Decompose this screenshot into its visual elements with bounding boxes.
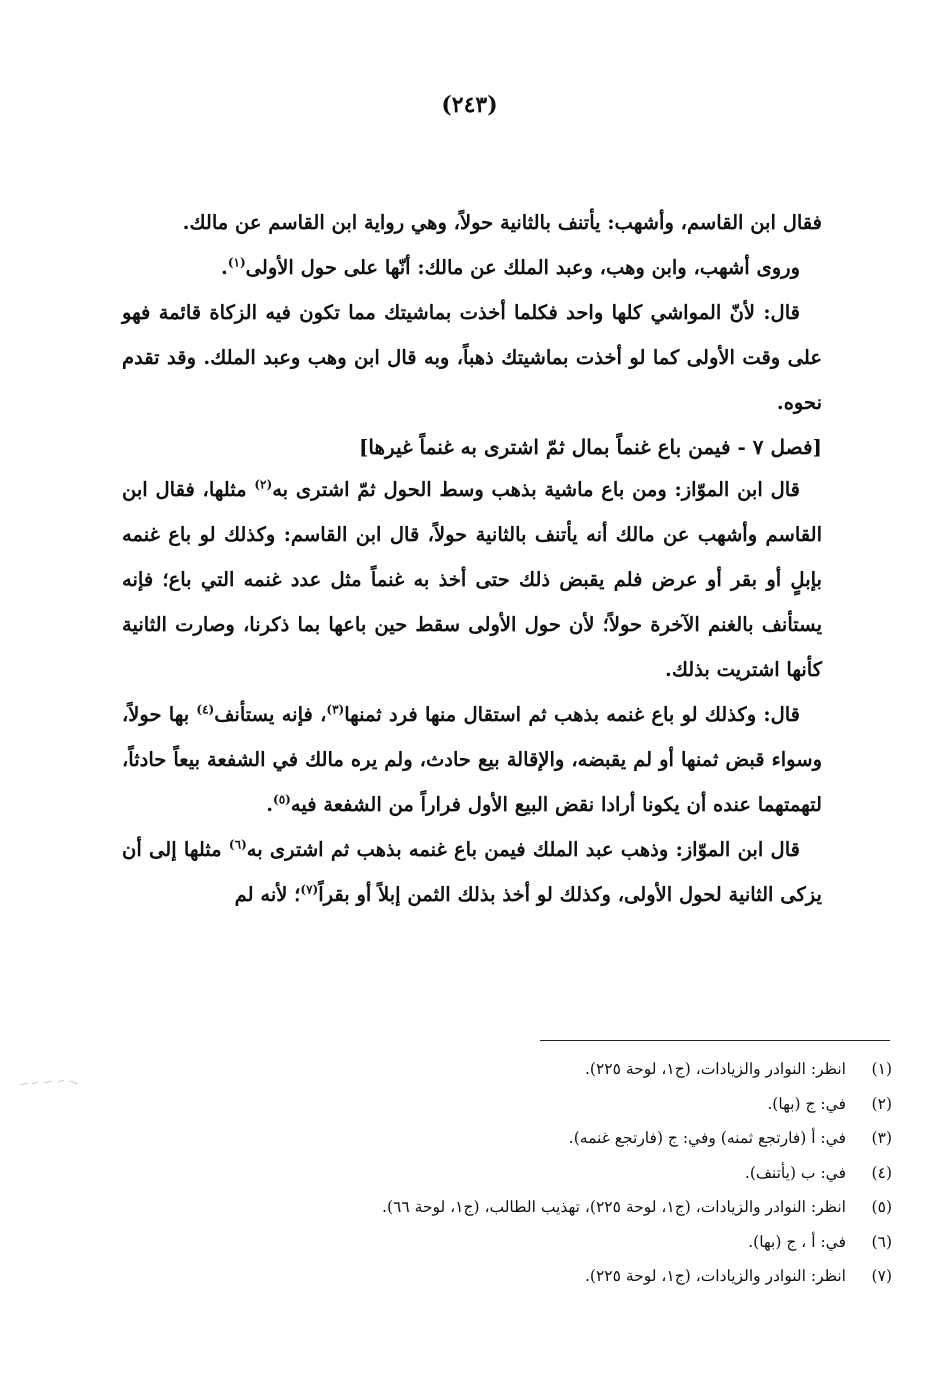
- page-number: (٢٤٣): [441, 92, 498, 118]
- footnote-text: في: أ (فارتجع ثمنه) وفي: ج (فارتجع غنمه).: [568, 1129, 846, 1147]
- footnote-ref-2: (٢): [254, 477, 273, 492]
- section-paragraph-3: [122, 827, 822, 917]
- section-paragraph-3-part-1: قال ابن الموّاز: وذهب عبد الملك فيمن باع غنمه بذهب ثم اشترى به: [246, 838, 800, 861]
- footnote-5: [150, 1190, 892, 1225]
- section-paragraph-2-part-2: ، فإنه يستأنف: [214, 703, 327, 726]
- paragraph-1: فقال ابن القاسم، وأشهب: يأتنف بالثانية حولاً، وهي رواية ابن القاسم عن مالك.: [182, 211, 822, 234]
- footnote-4: [150, 1156, 892, 1191]
- footnote-ref-3: (٣): [326, 702, 345, 717]
- section-paragraph-2-part-4: .: [266, 793, 274, 816]
- footnote-number: (٦): [871, 1232, 892, 1251]
- paragraph-2: [122, 245, 822, 290]
- footnote-ref-4: (٤): [196, 702, 215, 717]
- footnote-6: [150, 1225, 892, 1260]
- footnote-number: (٢): [871, 1094, 892, 1113]
- footnote-text: في: ج (بها).: [767, 1094, 846, 1113]
- paragraph-2-text: وروى أشهب، وابن وهب، وعبد الملك عن مالك: أنّها على حول الأولى: [245, 256, 800, 279]
- footnote-text: انظر: النوادر والزيادات، (ج١، لوحة ٢٢٥)، تهذيب الطالب، (ج١، لوحة ٦٦).: [382, 1198, 846, 1216]
- section-paragraph-1-part-1: قال ابن الموّاز: ومن باع ماشية بذهب وسط الحول ثمّ اشترى به: [272, 478, 800, 501]
- footnote-ref-1: (١): [227, 255, 246, 270]
- section-paragraph-1-part-2: مثلها، فقال ابن القاسم وأشهب عن مالك أنه يأتنف بالثانية حولاً، قال ابن القاسم: وكذلك لو باع غنمه بإبلٍ أو بقر أو عرض فلم يقبض ذلك حتى أخذ به غنماً مثل عدد غنمه التي باع؛ فإنه يستأنف بالغنم الآخرة حولاً؛ لأن حول الأولى سقط حين باعها بما ذكرنا، وصارت الثانية كأنها اشتريت بذلك.: [122, 478, 822, 681]
- footnote-1: [150, 1052, 892, 1087]
- footnote-number: (٧): [871, 1267, 892, 1285]
- footnote-number: (١): [871, 1060, 892, 1078]
- section-paragraph-2: [122, 692, 822, 827]
- section-paragraph-2-part-1: قال: وكذلك لو باع غنمه بذهب ثم استقال منها فرد ثمنها: [344, 703, 801, 726]
- section-heading: [فصل ٧ - فيمن باع غنماً بمال ثمّ اشترى به غنماً غيرها]: [358, 435, 822, 459]
- footnote-text: في: أ ، ج (بها).: [748, 1232, 846, 1251]
- footnote-number: (٥): [871, 1198, 892, 1216]
- footnote-number: (٤): [871, 1163, 892, 1182]
- footnote-separator: [540, 1040, 890, 1041]
- footnote-7: [150, 1259, 892, 1294]
- footnote-number: (٣): [871, 1129, 892, 1147]
- main-text: [122, 200, 822, 917]
- footnote-text: في: ب (يأتنف).: [744, 1163, 846, 1182]
- footnote-ref-5: (٥): [273, 792, 291, 807]
- footnote-text: انظر: النوادر والزيادات، (ج١، لوحة ٢٢٥).: [584, 1060, 846, 1078]
- scan-speck: [18, 1078, 88, 1088]
- footnote-ref-6: (٦): [228, 837, 247, 852]
- footnote-text: انظر: النوادر والزيادات، (ج١، لوحة ٢٢٥).: [584, 1267, 846, 1285]
- footnote-3: [150, 1121, 892, 1156]
- section-paragraph-2-part-3: بها حولاً، وسواء قبض ثمنها أو لم يقبضه، والإقالة بيع حادث، ولم يره مالك في الشفعة بيعاً حادثاً، لتهمتهما عنده أن يكونا أرادا نقض البيع الأول فراراً من الشفعة فيه: [122, 703, 822, 816]
- paragraph-2-end: .: [221, 256, 228, 279]
- footnotes: [150, 1052, 892, 1294]
- footnote-ref-7: (٧): [300, 882, 319, 897]
- section-paragraph-1: [122, 467, 822, 692]
- section-paragraph-3-part-2: مثلها إلى أن يزكى الثانية لحول الأولى، وكذلك لو أخذ بذلك الثمن إبلاً أو بقراً: [122, 838, 822, 906]
- footnote-2: [150, 1087, 892, 1122]
- section-paragraph-3-part-3: ؛ لأنه لم: [234, 883, 301, 906]
- paragraph-3: قال: لأنّ المواشي كلها واحد فكلما أخذت بماشيتك مما تكون فيه الزكاة قائمة فهو على وقت الأولى كما لو أخذت بماشيتك ذهباً، وبه قال ابن وهب وعبد الملك. وقد تقدم نحوه.: [122, 301, 822, 414]
